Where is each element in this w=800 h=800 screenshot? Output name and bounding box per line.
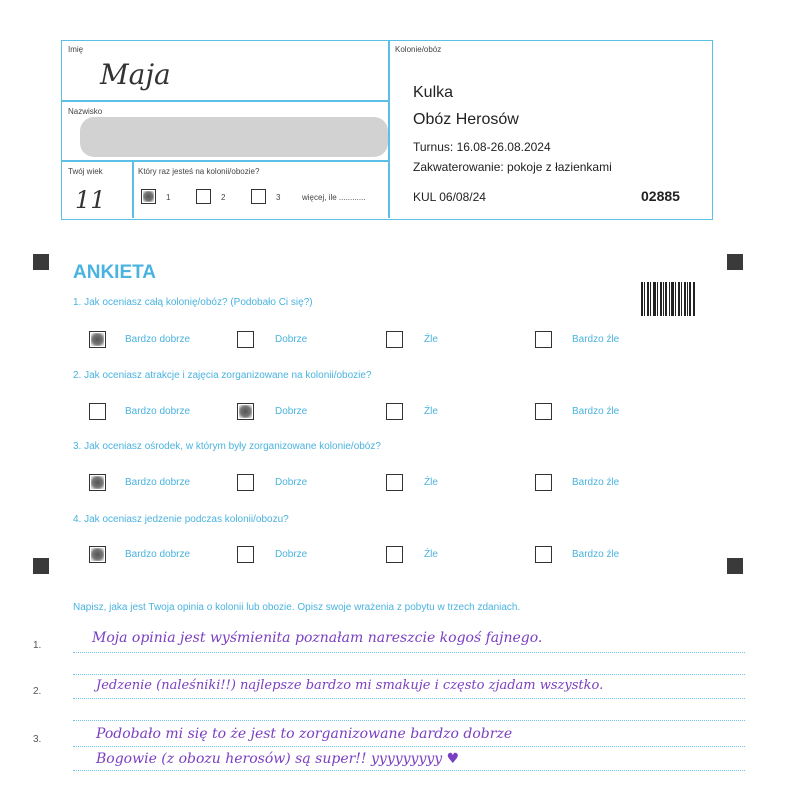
- q4-zle-checkbox[interactable]: [386, 546, 403, 563]
- opinion-prompt: Napisz, jaka jest Twoja opinia o kolonii lub obozie. Opisz swoje wrażenia z pobytu w trzech zdaniach.: [73, 602, 521, 613]
- surname-label: Nazwisko: [68, 107, 103, 116]
- q4-zle-label: Źle: [424, 549, 438, 560]
- q4-bardzo-zle-label: Bardzo źle: [572, 549, 620, 560]
- q3-zle-checkbox[interactable]: [386, 474, 403, 491]
- q3-bardzo-zle-label: Bardzo źle: [572, 477, 620, 488]
- accommodation-text: Zakwaterowanie: pokoje z łazienkami: [413, 160, 612, 174]
- q2-bardzo-dobrze-label: Bardzo dobrze: [125, 406, 191, 417]
- q4-bardzo-zle-checkbox[interactable]: [535, 546, 552, 563]
- age-label: Twój wiek: [68, 167, 103, 176]
- q3-bardzo-dobrze-checkbox[interactable]: [89, 474, 106, 491]
- q4-bardzo-dobrze-checkbox[interactable]: [89, 546, 106, 563]
- q3-dobrze-label: Dobrze: [275, 477, 308, 488]
- q2-zle-checkbox[interactable]: [386, 403, 403, 420]
- alignment-marker-top-left: [33, 254, 49, 270]
- name-label: Imię: [68, 45, 84, 54]
- line-number-1: 1.: [33, 640, 42, 651]
- answer-line: [73, 770, 745, 771]
- q1-dobrze-label: Dobrze: [275, 334, 308, 345]
- q2-zle-label: Źle: [424, 406, 438, 417]
- answer-line: [73, 652, 745, 653]
- camp-code: KUL 06/08/24: [413, 190, 486, 204]
- camp-label: Kolonie/obóz: [395, 45, 442, 54]
- q3-zle-label: Źle: [424, 477, 438, 488]
- times-checkbox-3[interactable]: [251, 189, 266, 204]
- q1-bardzo-dobrze-label: Bardzo dobrze: [125, 334, 191, 345]
- q2-dobrze-checkbox[interactable]: [237, 403, 254, 420]
- q3-bardzo-dobrze-label: Bardzo dobrze: [125, 477, 191, 488]
- answer-1-handwriting[interactable]: Moja opinia jest wyśmienita poznałam nareszcie kogoś fajnego.: [92, 630, 543, 646]
- answer-line: [73, 746, 745, 747]
- alignment-marker-top-right: [727, 254, 743, 270]
- question-4-text: 4. Jak oceniasz jedzenie podczas kolonii/obozu?: [73, 514, 289, 525]
- q3-dobrze-checkbox[interactable]: [237, 474, 254, 491]
- answer-2-handwriting[interactable]: Jedzenie (naleśniki!!) najlepsze bardzo mi smakuje i często zjadam wszystko.: [96, 678, 604, 693]
- q1-dobrze-checkbox[interactable]: [237, 331, 254, 348]
- alignment-marker-bottom-left: [33, 558, 49, 574]
- times-option-1: 1: [166, 193, 171, 202]
- form-number: 02885: [641, 188, 680, 204]
- times-option-3: 3: [276, 193, 281, 202]
- turnus-text: Turnus: 16.08-26.08.2024: [413, 140, 551, 154]
- answer-line: [73, 698, 745, 699]
- q1-bardzo-zle-label: Bardzo źle: [572, 334, 620, 345]
- q2-bardzo-dobrze-checkbox[interactable]: [89, 403, 106, 420]
- answer-line: [73, 674, 745, 675]
- name-field[interactable]: Maja: [100, 58, 171, 91]
- q2-dobrze-label: Dobrze: [275, 406, 308, 417]
- q1-zle-label: Źle: [424, 334, 438, 345]
- q4-bardzo-dobrze-label: Bardzo dobrze: [125, 549, 191, 560]
- q1-bardzo-dobrze-checkbox[interactable]: [89, 331, 106, 348]
- times-label: Który raz jesteś na kolonii/obozie?: [138, 167, 260, 176]
- q2-bardzo-zle-checkbox[interactable]: [535, 403, 552, 420]
- times-checkbox-2[interactable]: [196, 189, 211, 204]
- barcode-icon: [641, 282, 695, 316]
- q4-dobrze-checkbox[interactable]: [237, 546, 254, 563]
- times-option-2: 2: [221, 193, 226, 202]
- survey-title: ANKIETA: [73, 262, 157, 283]
- q2-bardzo-zle-label: Bardzo źle: [572, 406, 620, 417]
- camp-organizer: Kulka: [413, 84, 454, 101]
- answer-3-handwriting[interactable]: Podobało mi się to że jest to zorganizowane bardzo dobrze: [96, 726, 513, 742]
- answer-3-continued-handwriting[interactable]: Bogowie (z obozu herosów) są super!! yyyyyyyyy ♥: [96, 751, 460, 767]
- line-number-3: 3.: [33, 734, 42, 745]
- alignment-marker-bottom-right: [727, 558, 743, 574]
- q1-bardzo-zle-checkbox[interactable]: [535, 331, 552, 348]
- line-number-2: 2.: [33, 686, 42, 697]
- times-more-label: więcej, ile ............: [302, 193, 366, 202]
- question-3-text: 3. Jak oceniasz ośrodek, w którym były zorganizowane kolonie/obóz?: [73, 441, 381, 452]
- q1-zle-checkbox[interactable]: [386, 331, 403, 348]
- times-checkbox-1[interactable]: [141, 189, 156, 204]
- age-field[interactable]: 11: [75, 186, 106, 214]
- camp-name: Obóz Herosów: [413, 111, 519, 128]
- q4-dobrze-label: Dobrze: [275, 549, 308, 560]
- answer-line: [73, 720, 745, 721]
- question-1-text: 1. Jak oceniasz całą kolonię/obóz? (Podobało Ci się?): [73, 297, 313, 308]
- question-2-text: 2. Jak oceniasz atrakcje i zajęcia zorganizowane na kolonii/obozie?: [73, 370, 372, 381]
- q3-bardzo-zle-checkbox[interactable]: [535, 474, 552, 491]
- surname-redacted: [80, 117, 388, 157]
